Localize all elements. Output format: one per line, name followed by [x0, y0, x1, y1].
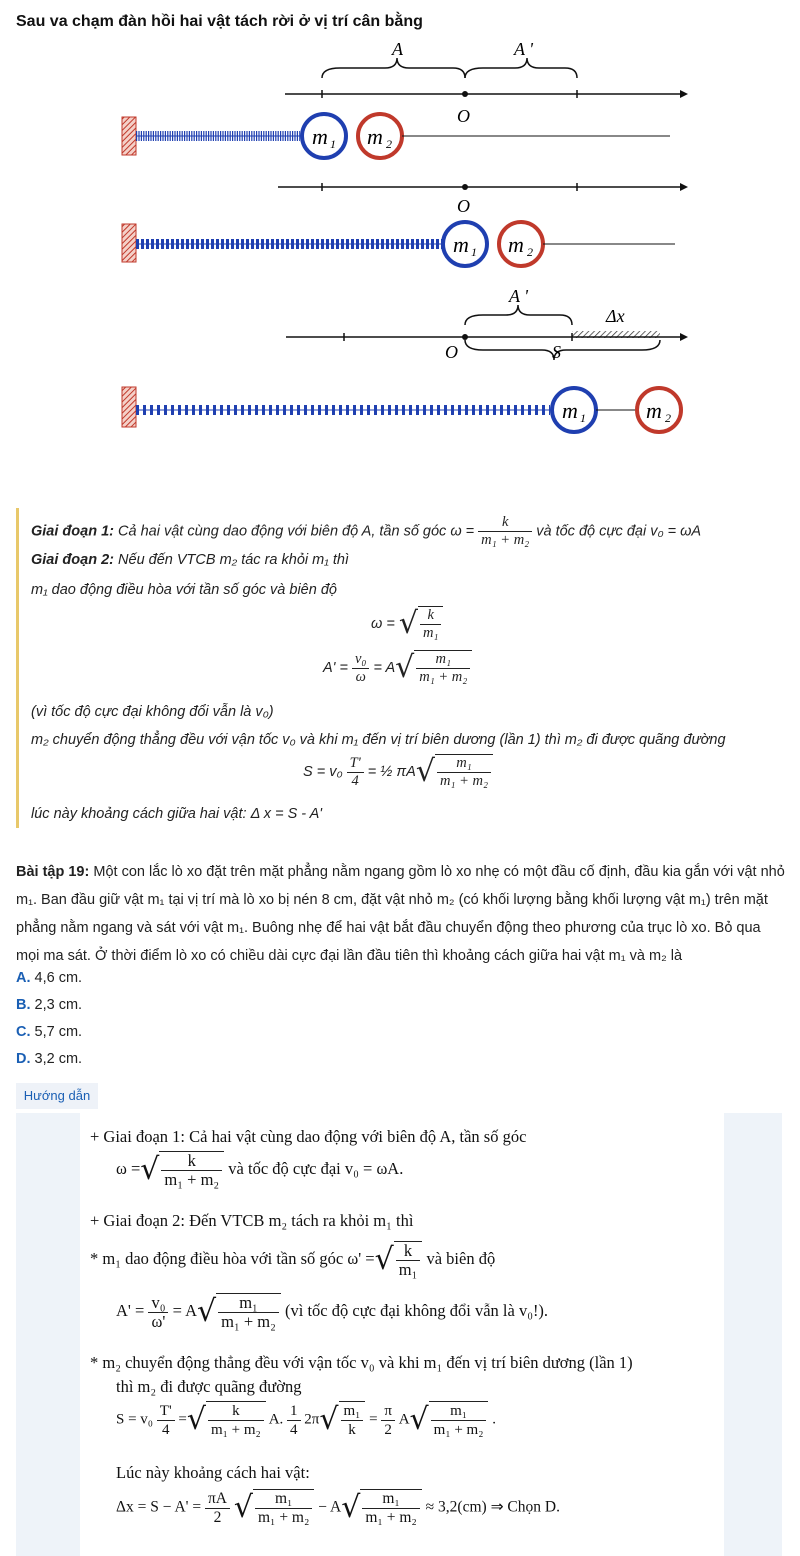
wall-3 — [122, 387, 136, 427]
svg-text:m: m — [508, 232, 524, 257]
svg-text:m: m — [646, 398, 662, 423]
note-stage1: Giai đoạn 1: Cả hai vật cùng dao động với biên độ A, tần số góc ω = $\frac{k}{\text{m₁ + m₂}}$ và tốc độ cực đại v₀ = ωA — [31, 514, 702, 548]
label-S: S — [552, 342, 561, 362]
sol-line9: Lúc này khoảng cách hai vật: — [116, 1463, 310, 1482]
collision-diagram — [110, 40, 710, 440]
brace-A-prime — [465, 58, 577, 78]
sol-line6: * m₂ chuyển động thẳng đều với vận tốc v₀ và khi m₁ đến vị trí biên dương (lần 1) — [90, 1353, 633, 1372]
svg-text:2: 2 — [386, 137, 392, 151]
question-label: Bài tập 19: — [16, 864, 90, 880]
option-c[interactable]: C. 5,7 cm. — [16, 1024, 83, 1040]
wall-1 — [122, 117, 136, 155]
note-vmax: (vì tốc độ cực đại không đổi vẫn là v₀) — [31, 704, 274, 720]
sol-line8: S = v₀ $\frac{T'}{4}$ =√ $\frac{k}{\text{m₁ + m₂}}$ A. $\frac{1}{4}$ 2π√ $\frac{\text{m₁}}{k}$ = $\frac{\pi}{2}$ A√ $\frac{\text{m₁}}{\text{m₁ + m₂}}$ . — [116, 1402, 496, 1438]
wall-2 — [122, 224, 136, 262]
guide-toggle-button[interactable]: Hướng dẫn — [16, 1083, 98, 1109]
svg-text:2: 2 — [527, 245, 533, 259]
brace-A-prime-3 — [465, 305, 572, 325]
label-O-3: O — [445, 342, 458, 362]
solution-panel — [16, 1113, 782, 1556]
formula-aprime: A' = $\frac{\text{v₀}}{\omega}$ = A√ $\frac{\text{m₁}}{\text{m₁ + m₂}}$ — [323, 650, 472, 686]
svg-text:2: 2 — [665, 411, 671, 425]
note-stage2: Giai đoạn 2: Nếu đến VTCB m₂ tác ra khỏi m₁ thì — [31, 552, 349, 568]
note-line3: m₁ dao động điều hòa với tần số góc và biên độ — [31, 582, 337, 598]
sol-line2: ω =√ $\frac{k}{\text{m₁ + m₂}}$ và tốc độ cực đại v₀ = ωA. — [116, 1151, 404, 1189]
note-dx: lúc này khoảng cách giữa hai vật: Δ x = S - A' — [31, 806, 323, 822]
formula-omega: ω = √ $\frac{k}{\text{m₁}}$ — [371, 606, 443, 642]
sol-line7: thì m₂ đi được quãng đường — [116, 1377, 302, 1396]
svg-text:m: m — [312, 124, 328, 149]
solution-image — [80, 1113, 724, 1556]
brace-A — [322, 58, 465, 78]
sol-line4: * m₁ dao động điều hòa với tần số góc ω' =√ $\frac{k}{\text{m₁}}$ và biên độ — [90, 1241, 496, 1279]
note-m2: m₂ chuyển động thẳng đều với vận tốc v₀ và khi m₁ đến vị trí biên dương (lần 1) thì m₂ đi được quãng đường — [31, 732, 726, 748]
label-O-1: O — [457, 106, 470, 126]
formula-S: S = v₀ $\frac{T'}{4}$ = ½ πA√ $\frac{\text{m₁}}{\text{m₁ + m₂}}$ — [303, 754, 493, 790]
sol-line10: Δx = S − A' = $\frac{\pi A}{2}$ √ $\frac{\text{m₁}}{\text{m₁ + m₂}}$ − A√ $\frac{\text{m₁}}{\text{m₁ + m₂}}$ ≈ 3,2(cm) ⇒ Chọn D. — [116, 1489, 560, 1526]
svg-text:1: 1 — [330, 137, 336, 151]
label-A: A — [392, 40, 403, 59]
label-A-prime-3: A ' — [509, 286, 529, 306]
option-a[interactable]: A. 4,6 cm. — [16, 970, 83, 986]
option-b[interactable]: B. 2,3 cm. — [16, 997, 83, 1013]
sol-line5: A' = $\frac{\text{v₀}}{\omega'}$ = A√ $\frac{\text{m₁}}{\text{m₁ + m₂}}$ (vì tốc độ cực đại không đổi vẫn là v₀!). — [116, 1292, 549, 1331]
svg-text:1: 1 — [580, 411, 586, 425]
svg-text:m: m — [453, 232, 469, 257]
sol-line3: + Giai đoạn 2: Đến VTCB m₂ tách ra khỏi m₁ thì — [90, 1211, 414, 1230]
label-A-prime: A ' — [514, 40, 534, 59]
theory-note — [16, 508, 789, 828]
question-text: Một con lắc lò xo đặt trên mặt phẳng nằm ngang gồm lò xo nhẹ có một đầu cố định, đầu kia gắn với vật nhỏ m₁. Ban đầu giữ vật m₁ tại vị trí mà lò xo bị nén 8 cm, đặt vật nhỏ m₂ (có khối lượng bằng khối lượng vật m₁) trên mặt phẳng nằm ngang và sát với vật m₁. Buông nhẹ để hai vật bắt đầu chuyển động theo phương của trục lò xo. Bỏ qua mọi ma sát. Ở thời điểm lò xo có chiều dài cực đại lần đầu tiên thì khoảng cách giữa hai vật m₁ và m₂ là — [16, 864, 785, 964]
label-O-2: O — [457, 196, 470, 216]
label-dx: Δx — [606, 306, 625, 326]
brace-S — [465, 340, 660, 360]
svg-text:m: m — [562, 398, 578, 423]
svg-text:1: 1 — [471, 245, 477, 259]
svg-text:m: m — [367, 124, 383, 149]
section-heading: Sau va chạm đàn hồi hai vật tách rời ở vị trí cân bằng — [16, 13, 423, 30]
sol-line1: + Giai đoạn 1: Cả hai vật cùng dao động với biên độ A, tần số góc — [90, 1127, 527, 1146]
question-19 — [16, 858, 786, 970]
option-d[interactable]: D. 3,2 cm. — [16, 1051, 83, 1067]
